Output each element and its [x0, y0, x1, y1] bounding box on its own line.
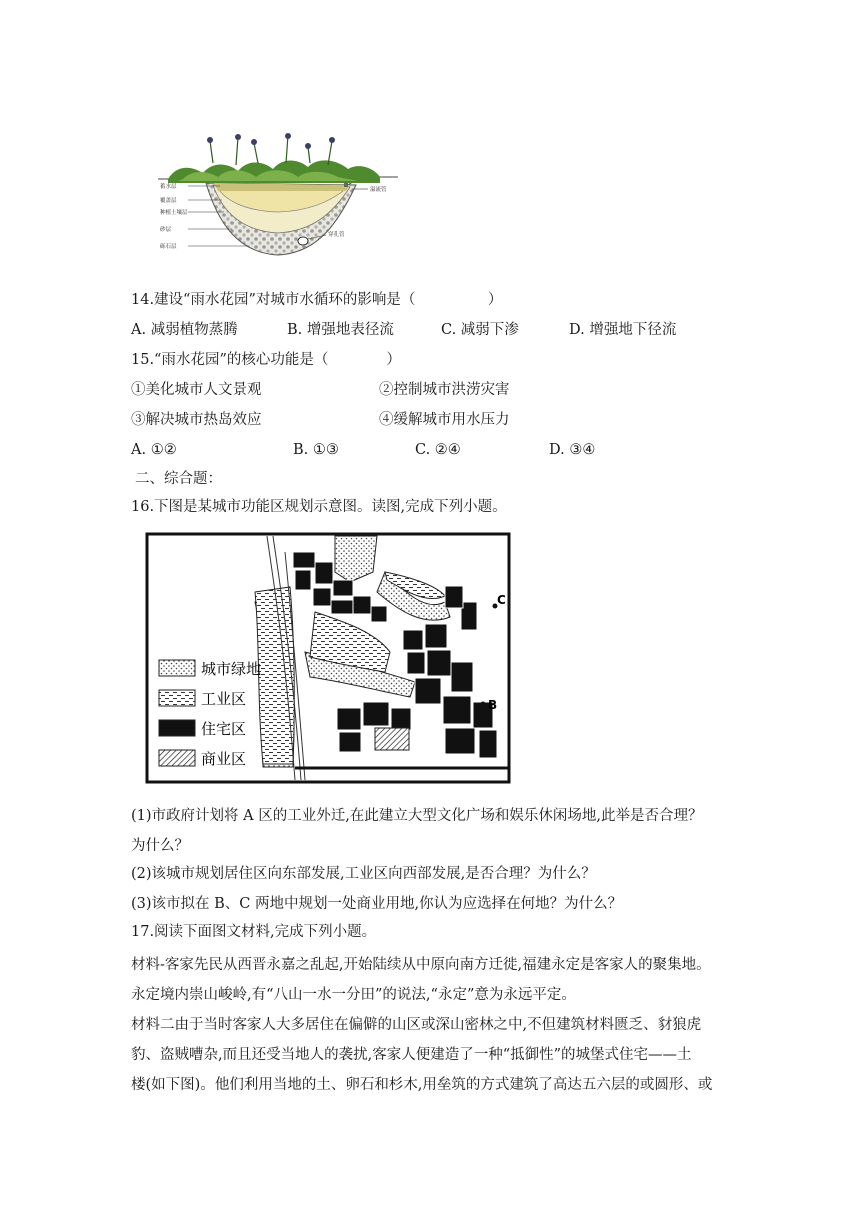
- q16-sub1-line1: (1)市政府计划将 A 区的工业外迁,在此建立大型文化广场和娱乐休闲场地,此举是否合理？: [131, 808, 703, 824]
- q17-material2-line1: 材料二由于当时客家人大多居住在偏僻的山区或深山密林之中,不但建筑材料匮乏、豺狼虎: [131, 1017, 702, 1033]
- q14-option-b: B. 增强地表径流: [287, 322, 394, 338]
- label-perforated-pipe: 穿孔管: [328, 232, 345, 238]
- q17-material2-line3: 楼(如下图)。他们利用当地的土、卵石和杉木,用垒筑的方式建筑了高达五六层的或圆形、或: [131, 1077, 713, 1093]
- q15-item-1: ①美化城市人文景观: [131, 382, 262, 398]
- q15-stem: 15.“雨水花园”的核心功能是（ ）: [131, 352, 401, 368]
- q15-item-2: ②控制城市洪涝灾害: [379, 382, 510, 398]
- label-soil-layer: 种植土壤层: [160, 210, 188, 216]
- legend-residential: 住宅区: [201, 720, 247, 738]
- label-gravel-layer: 砾石层: [160, 244, 177, 250]
- q15-option-c: C. ②④: [415, 442, 461, 458]
- q16-sub1-line2: 为什么？: [131, 838, 189, 854]
- q17-material1-line2: 永定境内崇山峻岭,有“八山一水一分田”的说法,“永定”意为永远平定。: [131, 987, 576, 1003]
- q15-item-4: ④缓解城市用水压力: [379, 412, 510, 428]
- label-sand-layer: 砂层: [160, 227, 172, 233]
- q17-intro: 17.阅读下面图文材料,完成下列小题。: [131, 924, 377, 940]
- label-cover-layer: 覆盖层: [160, 198, 177, 204]
- q16-sub2: (2)该城市规划居住区向东部发展,工业区向西部发展,是否合理？为什么？: [131, 866, 596, 882]
- label-storage-layer: 蓄水层: [160, 184, 177, 190]
- q14-option-d: D. 增强地下径流: [569, 322, 677, 338]
- q15-item-3: ③解决城市热岛效应: [131, 412, 262, 428]
- map-point-c: C: [497, 593, 506, 607]
- legend-commercial: 商业区: [201, 750, 247, 768]
- q14-option-c: C. 减弱下渗: [441, 322, 519, 338]
- map-point-b: B: [488, 698, 498, 712]
- q17-material1-line1: 材料-客家先民从西晋永嘉之乱起,开始陆续从中原向南方迁徙,福建永定是客家人的聚集地。: [131, 957, 711, 973]
- legend-industrial: 工业区: [201, 690, 247, 708]
- q16-sub3: (3)该市拟在 B、C 两地中规划一处商业用地,你认为应选择在何地？为什么？: [131, 896, 623, 912]
- q17-material2-line2: 豹、盗贼嘈杂,而且还受当地人的袭扰,客家人便建造了一种“抵御性”的城堡式住宅——土: [131, 1047, 692, 1063]
- rain-garden-figure: [158, 133, 398, 263]
- q14-option-a: A. 减弱植物蒸腾: [131, 322, 238, 338]
- city-zoning-map: [145, 532, 513, 784]
- q15-option-b: B. ①③: [293, 442, 339, 458]
- section-heading: 二、综合题：: [135, 471, 222, 487]
- q15-option-a: A. ①②: [131, 442, 177, 458]
- label-overflow-pipe: 溢流管: [370, 187, 387, 193]
- q15-option-d: D. ③④: [549, 442, 596, 458]
- legend-green-space: 城市绿地: [201, 660, 262, 678]
- q16-intro: 16.下图是某城市功能区规划示意图。读图,完成下列小题。: [131, 499, 507, 515]
- q14-stem: 14.建设“雨水花园”对城市水循环的影响是（ ）: [131, 292, 503, 308]
